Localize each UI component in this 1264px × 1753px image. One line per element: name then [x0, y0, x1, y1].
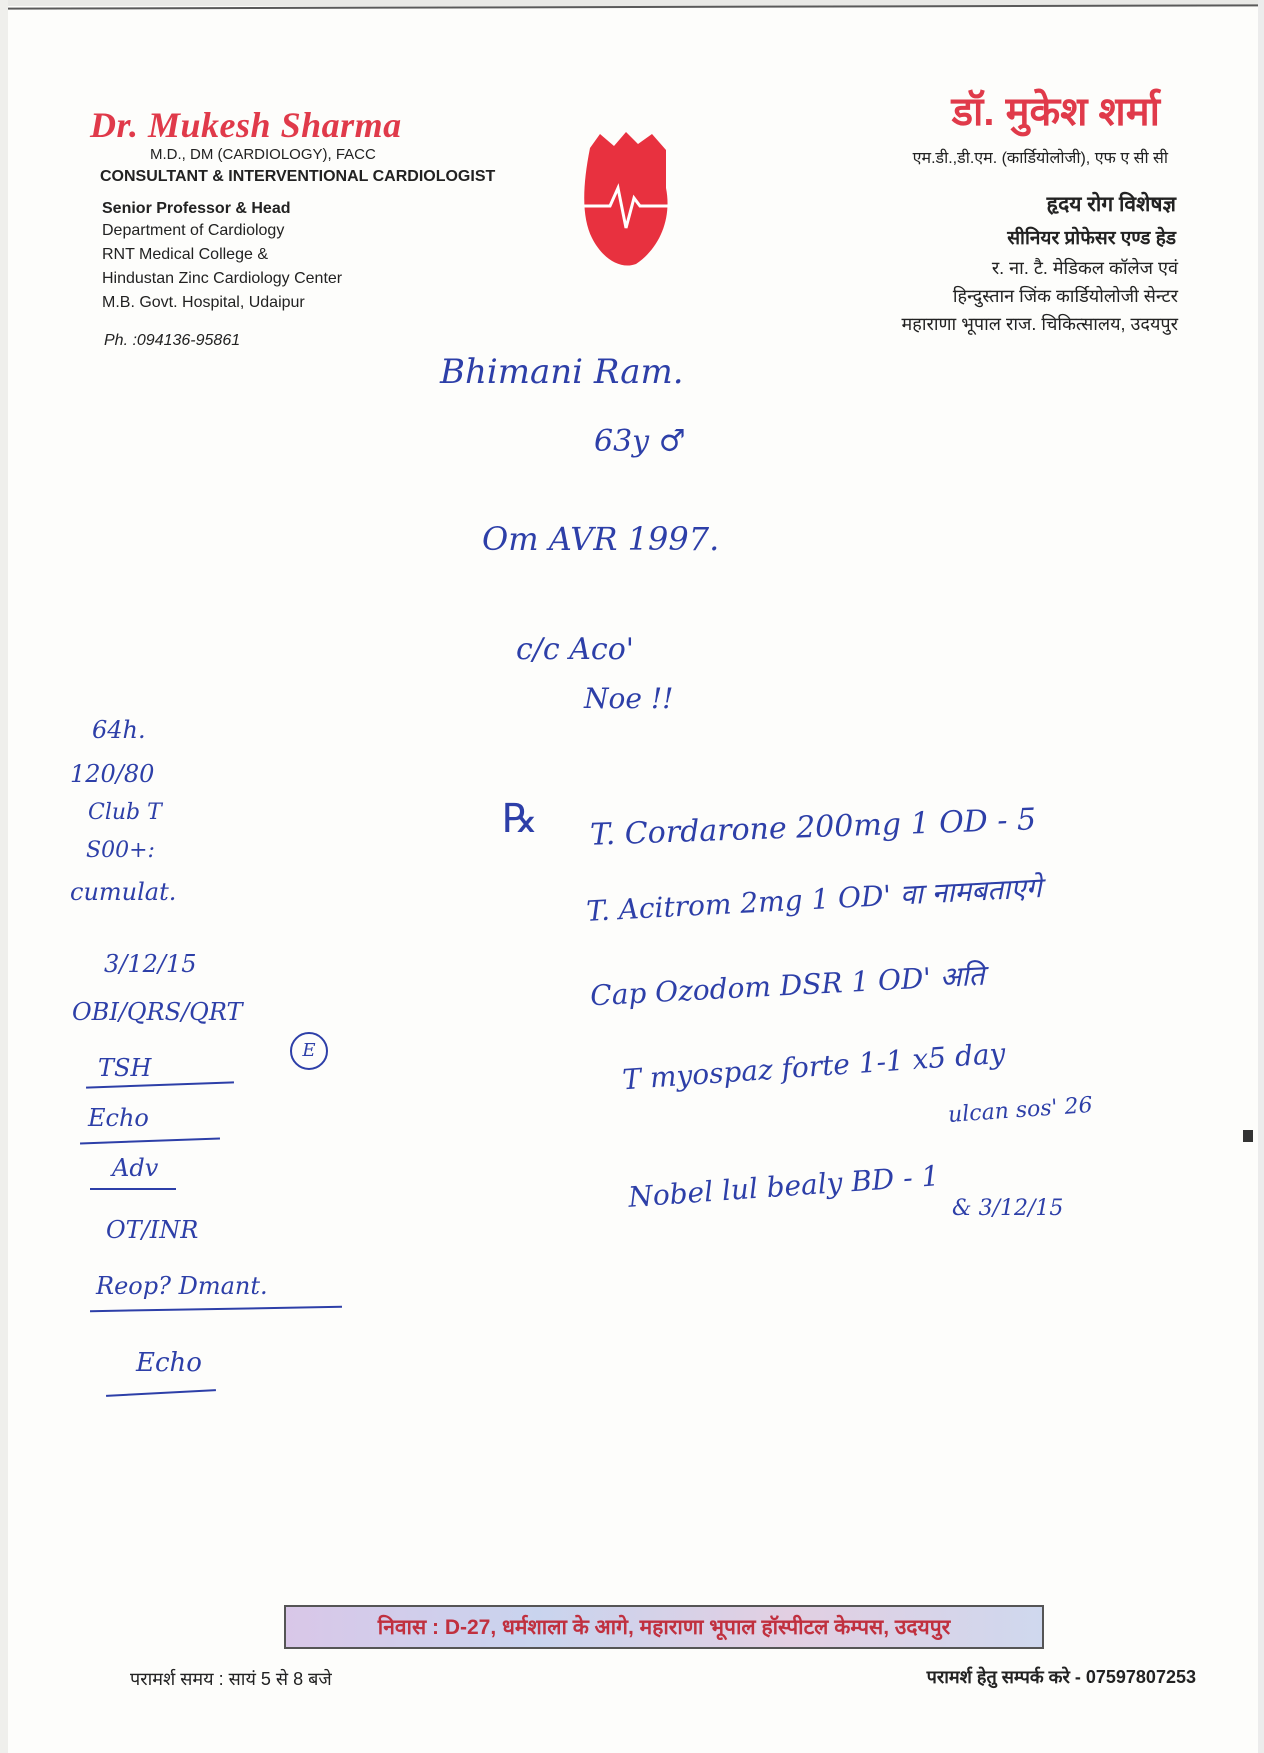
scan-edge-right — [1258, 0, 1264, 1753]
position-hi: सीनियर प्रोफेसर एण्ड हेड — [1007, 228, 1176, 249]
side-note: S00+: — [86, 838, 155, 863]
signature-date: & 3/12/15 — [952, 1196, 1064, 1221]
doctor-title-en: CONSULTANT & INTERVENTIONAL CARDIOLOGIST — [100, 168, 496, 185]
medication-line: T. Acitrom 2mg 1 OD' वा नामबताएगे — [585, 871, 1043, 928]
rx-symbol: ℞ — [502, 796, 538, 842]
patient-age: 63y ♂ — [594, 424, 686, 459]
medication-line: ulcan sos' 26 — [947, 1092, 1094, 1129]
medication-line: T. Cordarone 200mg 1 OD - 5 — [589, 802, 1037, 853]
underline — [106, 1389, 216, 1397]
residence-address: निवास : D-27, धर्मशाला के आगे, महाराणा भूपाल हॉस्पीटल केम्पस, उदयपुर — [377, 1616, 951, 1639]
affiliation-line: Hindustan Zinc Cardiology Center — [102, 270, 343, 287]
specialty-hi: हृदय रोग विशेषज्ञ — [1046, 193, 1176, 216]
underline — [90, 1188, 176, 1190]
phone-number: Ph. :094136-95861 — [104, 332, 241, 349]
underline — [86, 1081, 234, 1088]
side-note: TSH — [98, 1054, 152, 1082]
underline — [80, 1138, 220, 1145]
affiliation-line-hi: हिन्दुस्तान जिंक कार्डियोलोजी सेन्टर — [952, 286, 1178, 306]
consultation-contact: परामर्श हेतु सम्पर्क करे - 07597807253 — [926, 1667, 1196, 1687]
medication-line: Cap Ozodom DSR 1 OD' अति — [589, 958, 986, 1013]
affiliation-line-hi: महाराणा भूपाल राज. चिकित्सालय, उदयपुर — [901, 314, 1178, 334]
side-note: cumulat. — [70, 878, 177, 906]
doctor-name-hi: डॉ. मुकेश शर्मा — [951, 90, 1160, 134]
side-note: 120/80 — [70, 760, 155, 788]
scan-mark — [1243, 1130, 1253, 1142]
complaint-line: Noe !! — [584, 682, 674, 715]
side-note: Reop? Dmant. — [96, 1272, 268, 1300]
address-banner — [284, 1605, 1044, 1649]
heart-ecg-logo-icon — [580, 128, 674, 268]
affiliation-line-hi: र. ना. टै. मेडिकल कॉलेज एवं — [991, 258, 1178, 278]
qualifications-en: M.D., DM (CARDIOLOGY), FACC — [150, 146, 376, 163]
side-note: 64h. — [92, 716, 146, 744]
side-note: Echo — [88, 1104, 149, 1132]
doctor-name-en: Dr. Mukesh Sharma — [90, 105, 402, 145]
history-note: Om AVR 1997. — [482, 520, 720, 558]
patient-name: Bhimani Ram. — [440, 352, 684, 392]
side-note: Echo — [136, 1348, 202, 1378]
medication-line: T myospaz forte 1-1 x5 day — [621, 1036, 1007, 1097]
position-en: Senior Professor & Head — [102, 200, 291, 217]
complaint-line: c/c Aco' — [516, 632, 635, 667]
scan-edge-left — [0, 0, 8, 1753]
side-note: Adv — [112, 1154, 159, 1182]
side-note: OBI/QRS/QRT — [72, 998, 243, 1026]
underline — [90, 1306, 342, 1312]
medication-line: Nobel lul bealy BD - 1 — [627, 1159, 941, 1214]
affiliation-line: M.B. Govt. Hospital, Udaipur — [102, 294, 305, 311]
side-note: Club T — [88, 800, 162, 825]
side-note: OT/INR — [106, 1216, 199, 1244]
circled-mark: E — [290, 1032, 328, 1070]
affiliation-line: RNT Medical College & — [102, 246, 268, 263]
affiliation-line: Department of Cardiology — [102, 222, 285, 239]
consultation-time: परामर्श समय : सायं 5 से 8 बजे — [130, 1669, 332, 1689]
side-note: 3/12/15 — [104, 950, 197, 978]
qualifications-hi: एम.डी.,डी.एम. (कार्डियोलोजी), एफ ए सी सी — [912, 150, 1168, 167]
